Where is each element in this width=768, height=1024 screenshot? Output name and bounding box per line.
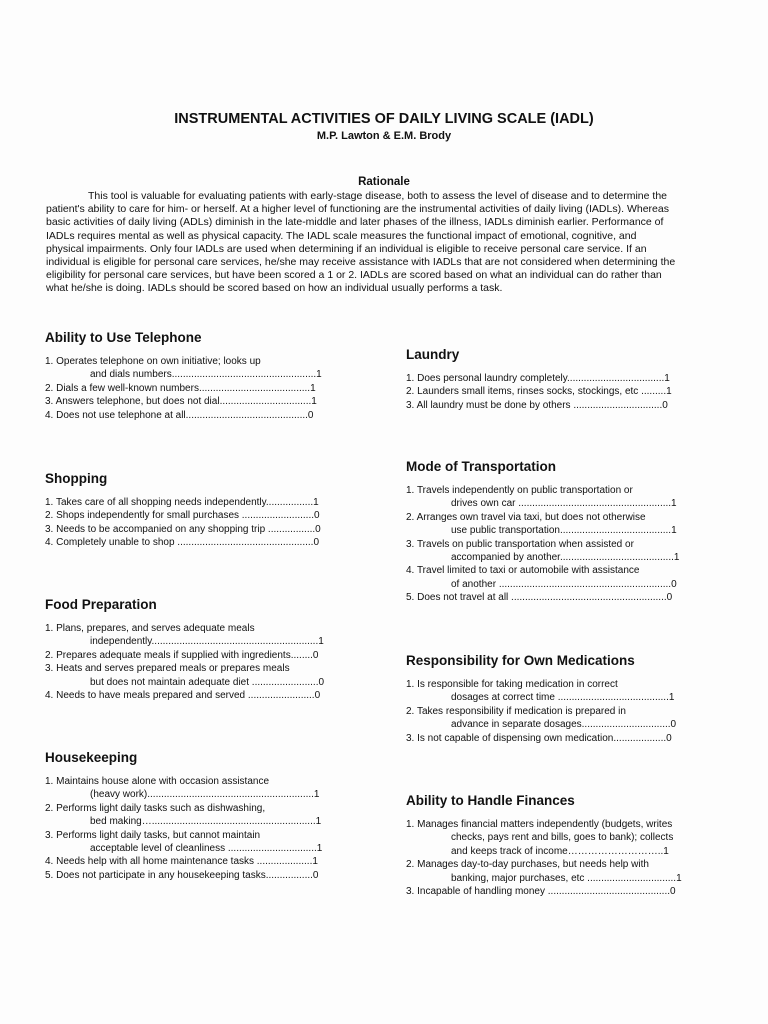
list-item — [45, 829, 322, 856]
item-text: 2. Launders small items, rinses socks, stockings, etc .........1 — [406, 386, 672, 398]
list-item — [406, 399, 672, 412]
item-text: independently............................................................1 — [90, 636, 324, 648]
item-list — [406, 818, 682, 898]
item-text: 2. Dials a few well-known numbers........................................1 — [45, 382, 316, 394]
section-food-preparation — [45, 597, 324, 702]
item-list — [406, 484, 679, 605]
item-text: but does not maintain adequate diet ........................0 — [90, 676, 325, 688]
list-item — [45, 662, 324, 689]
item-list — [45, 496, 321, 550]
list-item — [406, 564, 679, 591]
item-text: 4. Does not use telephone at all............................................0 — [45, 409, 314, 421]
rationale-line: physical impairments. Only four IADLs are used when determining if an individual is eligible to receive personal care service. If an — [46, 242, 647, 255]
list-item — [45, 649, 324, 662]
list-item — [45, 802, 322, 829]
item-text: 1. Operates telephone on own initiative; looks up — [45, 356, 261, 367]
item-text: 3. Is not capable of dispensing own medication...................0 — [406, 732, 672, 744]
list-item — [45, 496, 321, 509]
item-text: 5. Does not travel at all ........................................................0 — [406, 592, 673, 604]
rationale-heading: Rationale — [358, 176, 410, 188]
list-item — [45, 855, 322, 868]
section-heading: Responsibility for Own Medications — [406, 653, 635, 668]
item-text: 2. Arranges own travel via taxi, but does not otherwise — [406, 511, 646, 523]
section-housekeeping — [45, 750, 322, 882]
item-text: 2. Shops independently for small purchases ..........................0 — [45, 510, 320, 522]
item-text: 1. Manages financial matters independently (budgets, writes — [406, 819, 673, 830]
item-list — [45, 622, 324, 702]
section-heading: Food Preparation — [45, 597, 157, 612]
item-text: of another ..............................................................0 — [451, 578, 677, 590]
list-item — [406, 484, 679, 511]
section-heading: Housekeeping — [45, 750, 138, 765]
rationale-line: This tool is valuable for evaluating patients with early-stage disease, both to assess the level of disease and to determine the — [88, 190, 668, 202]
item-text: and keeps track of income………………………..1 — [451, 845, 669, 857]
rationale-body — [46, 190, 726, 296]
rationale-line: basic activities of daily living (ADLs) diminish in the late-middle and later phases of the illness, IADLs diminish earlier. Performance of — [46, 216, 664, 229]
item-list — [45, 775, 322, 882]
item-text: 3. All laundry must be done by others ................................0 — [406, 399, 668, 411]
item-text: checks, pays rent and bills, goes to bank); collects — [451, 832, 674, 844]
list-item — [45, 382, 322, 395]
rationale-line: individual is eligible for personal care services, he/she may receive assistance with IADLs that are not considered when determining the — [46, 256, 676, 269]
list-item — [45, 409, 322, 422]
item-text: (heavy work)............................................................1 — [90, 789, 320, 801]
section-laundry — [406, 347, 672, 412]
item-text: 5. Does not participate in any housekeeping tasks.................0 — [45, 869, 319, 881]
list-item — [45, 355, 322, 382]
section-heading: Ability to Use Telephone — [45, 330, 202, 345]
list-item — [406, 538, 679, 565]
item-text: use public transportation........................................1 — [451, 525, 677, 537]
item-list — [45, 355, 322, 422]
list-item — [45, 689, 324, 702]
item-text: drives own car .......................................................1 — [451, 498, 677, 510]
item-text: 1. Plans, prepares, and serves adequate meals — [45, 623, 255, 634]
section-heading: Shopping — [45, 471, 108, 486]
list-item — [406, 858, 682, 885]
item-text: advance in separate dosages................................0 — [451, 719, 677, 731]
list-item — [45, 395, 322, 408]
section-finances — [406, 793, 682, 898]
section-transportation — [406, 459, 679, 605]
section-shopping — [45, 471, 321, 550]
authors: M.P. Lawton & E.M. Brody — [316, 130, 452, 142]
item-list — [406, 678, 676, 745]
item-text: and dials numbers....................................................1 — [90, 369, 322, 381]
list-item — [45, 536, 321, 549]
rationale-line: eligibility for personal care services, but have been scored a 1 or 2. IADLs are scored based on what an individual can do rather than — [46, 269, 662, 282]
item-text: 2. Manages day-to-day purchases, but needs help with — [406, 859, 649, 871]
item-text: 3. Needs to be accompanied on any shopping trip .................0 — [45, 523, 321, 535]
list-item — [45, 622, 324, 649]
section-telephone — [45, 330, 322, 422]
item-text: 4. Completely unable to shop .................................................0 — [45, 537, 320, 549]
item-text: 4. Travel limited to taxi or automobile with assistance — [406, 565, 640, 577]
list-item — [406, 591, 679, 604]
item-text: 3. Travels on public transportation when assisted or — [406, 538, 634, 550]
list-item — [406, 705, 676, 732]
section-heading: Laundry — [406, 347, 460, 362]
item-text: 1. Travels independently on public transportation or — [406, 485, 633, 496]
item-text: 1. Is responsible for taking medication in correct — [406, 679, 618, 690]
item-text: 4. Needs to have meals prepared and served ........................0 — [45, 690, 321, 702]
list-item — [45, 523, 321, 536]
item-text: bed making…...........................................................1 — [90, 816, 322, 828]
item-text: 4. Needs help with all home maintenance tasks ....................1 — [45, 856, 318, 868]
item-text: 3. Performs light daily tasks, but cannot maintain — [45, 829, 261, 841]
item-text: 1. Takes care of all shopping needs independently.................1 — [45, 497, 319, 508]
list-item — [45, 869, 322, 882]
list-item — [45, 775, 322, 802]
rationale-line: IADLs requires mental as well as physical capacity. The IADL scale measures the functional impact of emotional, cognitive, and — [46, 229, 637, 242]
list-item — [406, 678, 676, 705]
list-item — [406, 385, 672, 398]
list-item — [406, 885, 682, 898]
list-item — [406, 372, 672, 385]
item-text: banking, major purchases, etc ................................1 — [451, 872, 682, 884]
list-item — [406, 511, 679, 538]
section-heading: Mode of Transportation — [406, 459, 556, 474]
item-text: 2. Prepares adequate meals if supplied with ingredients........0 — [45, 649, 319, 661]
item-text: dosages at correct time ........................................1 — [451, 692, 675, 704]
item-text: 3. Answers telephone, but does not dial.................................1 — [45, 396, 317, 408]
rationale-line: patient's ability to care for him- or herself. At a higher level of functioning are the instrumental activities of daily living (IADLs). Whereas — [46, 203, 669, 216]
item-text: 2. Performs light daily tasks such as dishwashing, — [45, 802, 266, 814]
list-item — [406, 818, 682, 858]
item-list — [406, 372, 672, 412]
rationale-line: what he/she is doing. IADLs should be scored based on how an individual usually performs a task. — [46, 282, 503, 295]
section-heading: Ability to Handle Finances — [406, 793, 575, 808]
item-text: 1. Maintains house alone with occasion assistance — [45, 776, 270, 787]
list-item — [406, 732, 676, 745]
item-text: accompanied by another.........................................1 — [451, 552, 680, 564]
page-title: INSTRUMENTAL ACTIVITIES OF DAILY LIVING SCALE (IADL) — [174, 111, 594, 127]
item-text: 1. Does personal laundry completely...................................1 — [406, 373, 670, 384]
item-text: 2. Takes responsibility if medication is prepared in — [406, 705, 626, 717]
list-item — [45, 509, 321, 522]
item-text: acceptable level of cleanliness ................................1 — [90, 843, 323, 855]
item-text: 3. Incapable of handling money ............................................0 — [406, 886, 676, 898]
section-medications — [406, 653, 676, 745]
item-text: 3. Heats and serves prepared meals or prepares meals — [45, 663, 290, 675]
